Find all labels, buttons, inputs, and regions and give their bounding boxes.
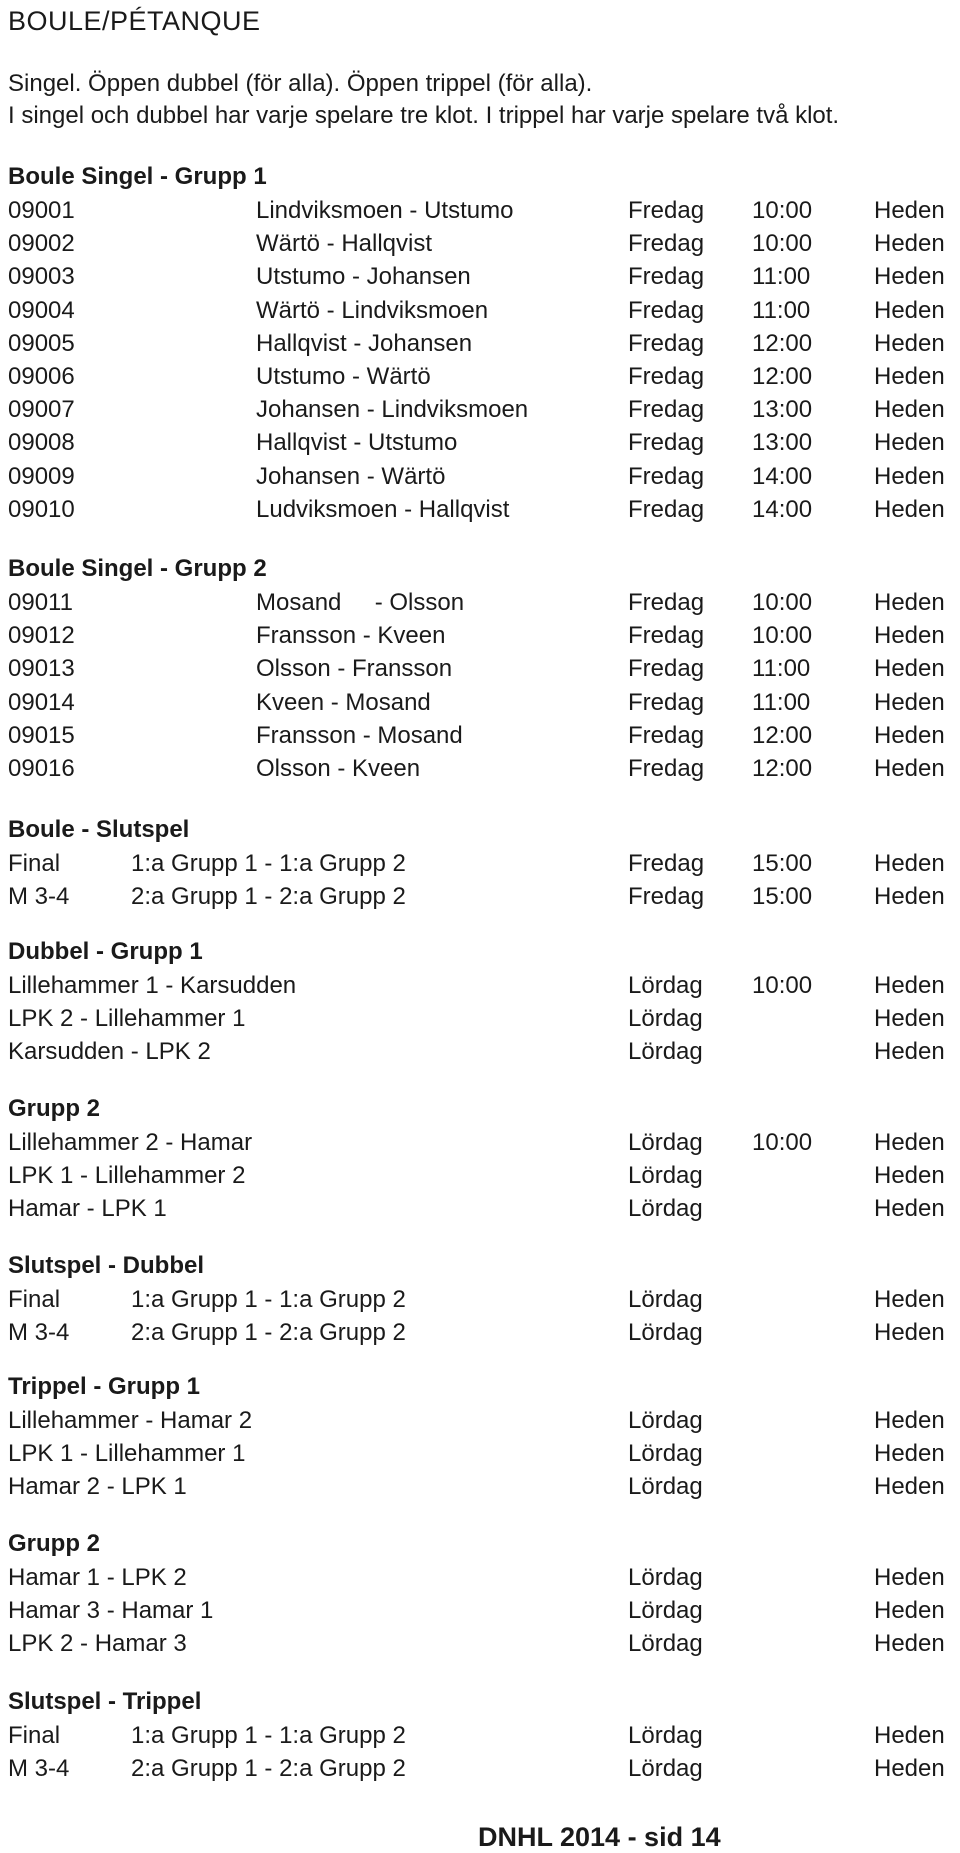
match-day: Fredag — [628, 883, 705, 910]
match-day: Fredag — [628, 230, 705, 257]
schedule-row — [8, 589, 958, 622]
match-day: Lördag — [628, 1195, 703, 1222]
schedule-row — [8, 297, 958, 330]
match-day: Fredag — [628, 263, 705, 290]
match-code: 09013 — [8, 655, 75, 682]
match-venue: Heden — [874, 689, 945, 716]
match-venue: Heden — [874, 330, 945, 357]
section-heading: Trippel - Grupp 1 — [8, 1373, 201, 1400]
match-day: Fredag — [628, 363, 705, 390]
match-venue: Heden — [874, 197, 945, 224]
match-time: 10:00 — [752, 1129, 813, 1156]
match-time: 10:00 — [752, 230, 813, 257]
match-time: 13:00 — [752, 396, 813, 423]
section-heading: Boule Singel - Grupp 1 — [8, 163, 267, 190]
match-venue: Heden — [874, 883, 945, 910]
match-time: 14:00 — [752, 496, 813, 523]
schedule-row — [8, 1129, 958, 1162]
schedule-row — [8, 972, 958, 1005]
match-time: 14:00 — [752, 463, 813, 490]
match-pairing: Ludviksmoen - Hallqvist — [256, 496, 510, 523]
match-day: Lördag — [628, 1319, 703, 1346]
match-pairing: LPK 1 - Lillehammer 2 — [8, 1162, 246, 1189]
match-day: Fredag — [628, 496, 705, 523]
match-pairing: Karsudden - LPK 2 — [8, 1038, 211, 1065]
schedule-row — [8, 622, 958, 655]
match-label: M 3-4 — [8, 1319, 70, 1346]
match-pairing: Hamar 1 - LPK 2 — [8, 1564, 187, 1591]
match-pairing: Mosand - Olsson — [256, 589, 465, 616]
match-label: M 3-4 — [8, 883, 70, 910]
match-day: Lördag — [628, 1473, 703, 1500]
section-heading: Boule - Slutspel — [8, 816, 190, 843]
match-code: 09012 — [8, 622, 75, 649]
match-code: 09016 — [8, 755, 75, 782]
match-pairing: Johansen - Lindviksmoen — [256, 396, 529, 423]
match-pairing: Fransson - Mosand — [256, 722, 463, 749]
match-venue: Heden — [874, 1195, 945, 1222]
schedule-row — [8, 1319, 958, 1352]
section-heading: Slutspel - Trippel — [8, 1688, 202, 1715]
match-time: 11:00 — [752, 263, 811, 290]
match-day: Fredag — [628, 429, 705, 456]
intro-line-2: I singel och dubbel har varje spelare tre klot. I trippel har varje spelare två klot. — [8, 102, 840, 129]
match-time: 11:00 — [752, 655, 811, 682]
match-day: Lördag — [628, 1755, 703, 1782]
match-venue: Heden — [874, 1440, 945, 1467]
match-pairing: Lillehammer 1 - Karsudden — [8, 972, 297, 999]
match-day: Lördag — [628, 972, 703, 999]
match-day: Lördag — [628, 1407, 703, 1434]
match-venue: Heden — [874, 396, 945, 423]
match-venue: Heden — [874, 263, 945, 290]
match-pairing: Olsson - Kveen — [256, 755, 421, 782]
match-venue: Heden — [874, 1564, 945, 1591]
match-day: Fredag — [628, 396, 705, 423]
match-time: 13:00 — [752, 429, 813, 456]
match-day: Fredag — [628, 850, 705, 877]
match-time: 15:00 — [752, 883, 813, 910]
match-venue: Heden — [874, 1722, 945, 1749]
match-venue: Heden — [874, 589, 945, 616]
match-pairing: LPK 2 - Lillehammer 1 — [8, 1005, 246, 1032]
match-pairing: Lillehammer - Hamar 2 — [8, 1407, 253, 1434]
schedule-row — [8, 1407, 958, 1440]
match-pairing: 1:a Grupp 1 - 1:a Grupp 2 — [131, 1286, 406, 1313]
match-pairing: 2:a Grupp 1 - 2:a Grupp 2 — [131, 883, 406, 910]
match-day: Fredag — [628, 722, 705, 749]
schedule-row — [8, 1195, 958, 1228]
match-venue: Heden — [874, 1597, 945, 1624]
match-code: 09009 — [8, 463, 75, 490]
match-venue: Heden — [874, 429, 945, 456]
section-heading: Grupp 2 — [8, 1095, 101, 1122]
match-code: 09006 — [8, 363, 75, 390]
match-time: 12:00 — [752, 363, 813, 390]
match-time: 15:00 — [752, 850, 813, 877]
match-code: 09001 — [8, 197, 75, 224]
schedule-row — [8, 722, 958, 755]
match-time: 10:00 — [752, 972, 813, 999]
match-day: Lördag — [628, 1564, 703, 1591]
schedule-row — [8, 496, 958, 529]
schedule-row — [8, 330, 958, 363]
match-pairing: Lindviksmoen - Utstumo — [256, 197, 514, 224]
match-pairing: Lillehammer 2 - Hamar — [8, 1129, 253, 1156]
match-day: Lördag — [628, 1162, 703, 1189]
match-code: 09005 — [8, 330, 75, 357]
schedule-row — [8, 363, 958, 396]
match-code: 09002 — [8, 230, 75, 257]
match-pairing: Fransson - Kveen — [256, 622, 446, 649]
match-venue: Heden — [874, 363, 945, 390]
schedule-row — [8, 689, 958, 722]
match-pairing: LPK 2 - Hamar 3 — [8, 1630, 187, 1657]
match-day: Fredag — [628, 689, 705, 716]
schedule-row — [8, 1630, 958, 1663]
schedule-row — [8, 1755, 958, 1788]
match-venue: Heden — [874, 755, 945, 782]
match-day: Lördag — [628, 1005, 703, 1032]
schedule-row — [8, 396, 958, 429]
match-pairing: Hamar 3 - Hamar 1 — [8, 1597, 214, 1624]
match-day: Lördag — [628, 1597, 703, 1624]
match-venue: Heden — [874, 1473, 945, 1500]
match-day: Lördag — [628, 1440, 703, 1467]
page-title: BOULE/PÉTANQUE — [8, 6, 261, 36]
match-time: 11:00 — [752, 689, 811, 716]
schedule-row — [8, 1597, 958, 1630]
section-heading: Boule Singel - Grupp 2 — [8, 555, 267, 582]
schedule-row — [8, 263, 958, 296]
match-pairing: 1:a Grupp 1 - 1:a Grupp 2 — [131, 1722, 406, 1749]
match-pairing: Johansen - Wärtö — [256, 463, 446, 490]
match-pairing: Wärtö - Lindviksmoen — [256, 297, 489, 324]
match-day: Lördag — [628, 1286, 703, 1313]
match-venue: Heden — [874, 1286, 945, 1313]
match-venue: Heden — [874, 722, 945, 749]
match-label: Final — [8, 1722, 61, 1749]
schedule-row — [8, 883, 958, 916]
schedule-row — [8, 755, 958, 788]
match-pairing: LPK 1 - Lillehammer 1 — [8, 1440, 246, 1467]
match-code: 09003 — [8, 263, 75, 290]
match-pairing: Wärtö - Hallqvist — [256, 230, 433, 257]
match-venue: Heden — [874, 496, 945, 523]
match-time: 10:00 — [752, 197, 813, 224]
schedule-row — [8, 655, 958, 688]
match-venue: Heden — [874, 1630, 945, 1657]
match-time: 11:00 — [752, 297, 811, 324]
intro-line-1: Singel. Öppen dubbel (för alla). Öppen trippel (för alla). — [8, 70, 593, 97]
match-pairing: Hamar 2 - LPK 1 — [8, 1473, 187, 1500]
schedule-row — [8, 1286, 958, 1319]
match-code: 09004 — [8, 297, 75, 324]
match-time: 12:00 — [752, 722, 813, 749]
match-pairing: Utstumo - Johansen — [256, 263, 471, 290]
match-venue: Heden — [874, 1162, 945, 1189]
match-venue: Heden — [874, 1755, 945, 1782]
match-pairing: 2:a Grupp 1 - 2:a Grupp 2 — [131, 1319, 406, 1346]
match-day: Fredag — [628, 655, 705, 682]
match-venue: Heden — [874, 297, 945, 324]
match-time: 12:00 — [752, 330, 813, 357]
schedule-row — [8, 1005, 958, 1038]
schedule-row — [8, 429, 958, 462]
match-day: Fredag — [628, 755, 705, 782]
match-venue: Heden — [874, 655, 945, 682]
section-heading: Dubbel - Grupp 1 — [8, 938, 203, 965]
match-day: Fredag — [628, 463, 705, 490]
schedule-row — [8, 1722, 958, 1755]
match-venue: Heden — [874, 1407, 945, 1434]
match-day: Lördag — [628, 1722, 703, 1749]
match-time: 12:00 — [752, 755, 813, 782]
match-venue: Heden — [874, 463, 945, 490]
match-day: Lördag — [628, 1630, 703, 1657]
match-code: 09015 — [8, 722, 75, 749]
match-venue: Heden — [874, 622, 945, 649]
match-day: Fredag — [628, 622, 705, 649]
match-code: 09010 — [8, 496, 75, 523]
section-heading: Grupp 2 — [8, 1530, 101, 1557]
section-heading: Slutspel - Dubbel — [8, 1252, 205, 1279]
match-venue: Heden — [874, 230, 945, 257]
schedule-row — [8, 1440, 958, 1473]
match-day: Lördag — [628, 1129, 703, 1156]
match-venue: Heden — [874, 972, 945, 999]
match-day: Lördag — [628, 1038, 703, 1065]
match-pairing: 2:a Grupp 1 - 2:a Grupp 2 — [131, 1755, 406, 1782]
match-time: 10:00 — [752, 622, 813, 649]
match-code: 09008 — [8, 429, 75, 456]
match-code: 09007 — [8, 396, 75, 423]
match-venue: Heden — [874, 1005, 945, 1032]
match-venue: Heden — [874, 1038, 945, 1065]
match-day: Fredag — [628, 589, 705, 616]
schedule-row — [8, 1473, 958, 1506]
match-venue: Heden — [874, 850, 945, 877]
match-pairing: Hallqvist - Johansen — [256, 330, 473, 357]
match-pairing: 1:a Grupp 1 - 1:a Grupp 2 — [131, 850, 406, 877]
page-footer: DNHL 2014 - sid 14 — [478, 1822, 721, 1852]
match-label: Final — [8, 850, 61, 877]
match-day: Fredag — [628, 197, 705, 224]
match-code: 09014 — [8, 689, 75, 716]
match-venue: Heden — [874, 1129, 945, 1156]
match-pairing: Hamar - LPK 1 — [8, 1195, 167, 1222]
match-code: 09011 — [8, 589, 73, 616]
schedule-row — [8, 850, 958, 883]
schedule-row — [8, 197, 958, 230]
match-venue: Heden — [874, 1319, 945, 1346]
match-time: 10:00 — [752, 589, 813, 616]
schedule-row — [8, 1162, 958, 1195]
match-day: Fredag — [628, 330, 705, 357]
schedule-row — [8, 230, 958, 263]
schedule-row — [8, 1038, 958, 1071]
match-pairing: Utstumo - Wärtö — [256, 363, 431, 390]
match-label: Final — [8, 1286, 61, 1313]
match-pairing: Kveen - Mosand — [256, 689, 431, 716]
match-pairing: Olsson - Fransson — [256, 655, 453, 682]
schedule-row — [8, 1564, 958, 1597]
match-pairing: Hallqvist - Utstumo — [256, 429, 458, 456]
match-label: M 3-4 — [8, 1755, 70, 1782]
match-day: Fredag — [628, 297, 705, 324]
schedule-row — [8, 463, 958, 496]
